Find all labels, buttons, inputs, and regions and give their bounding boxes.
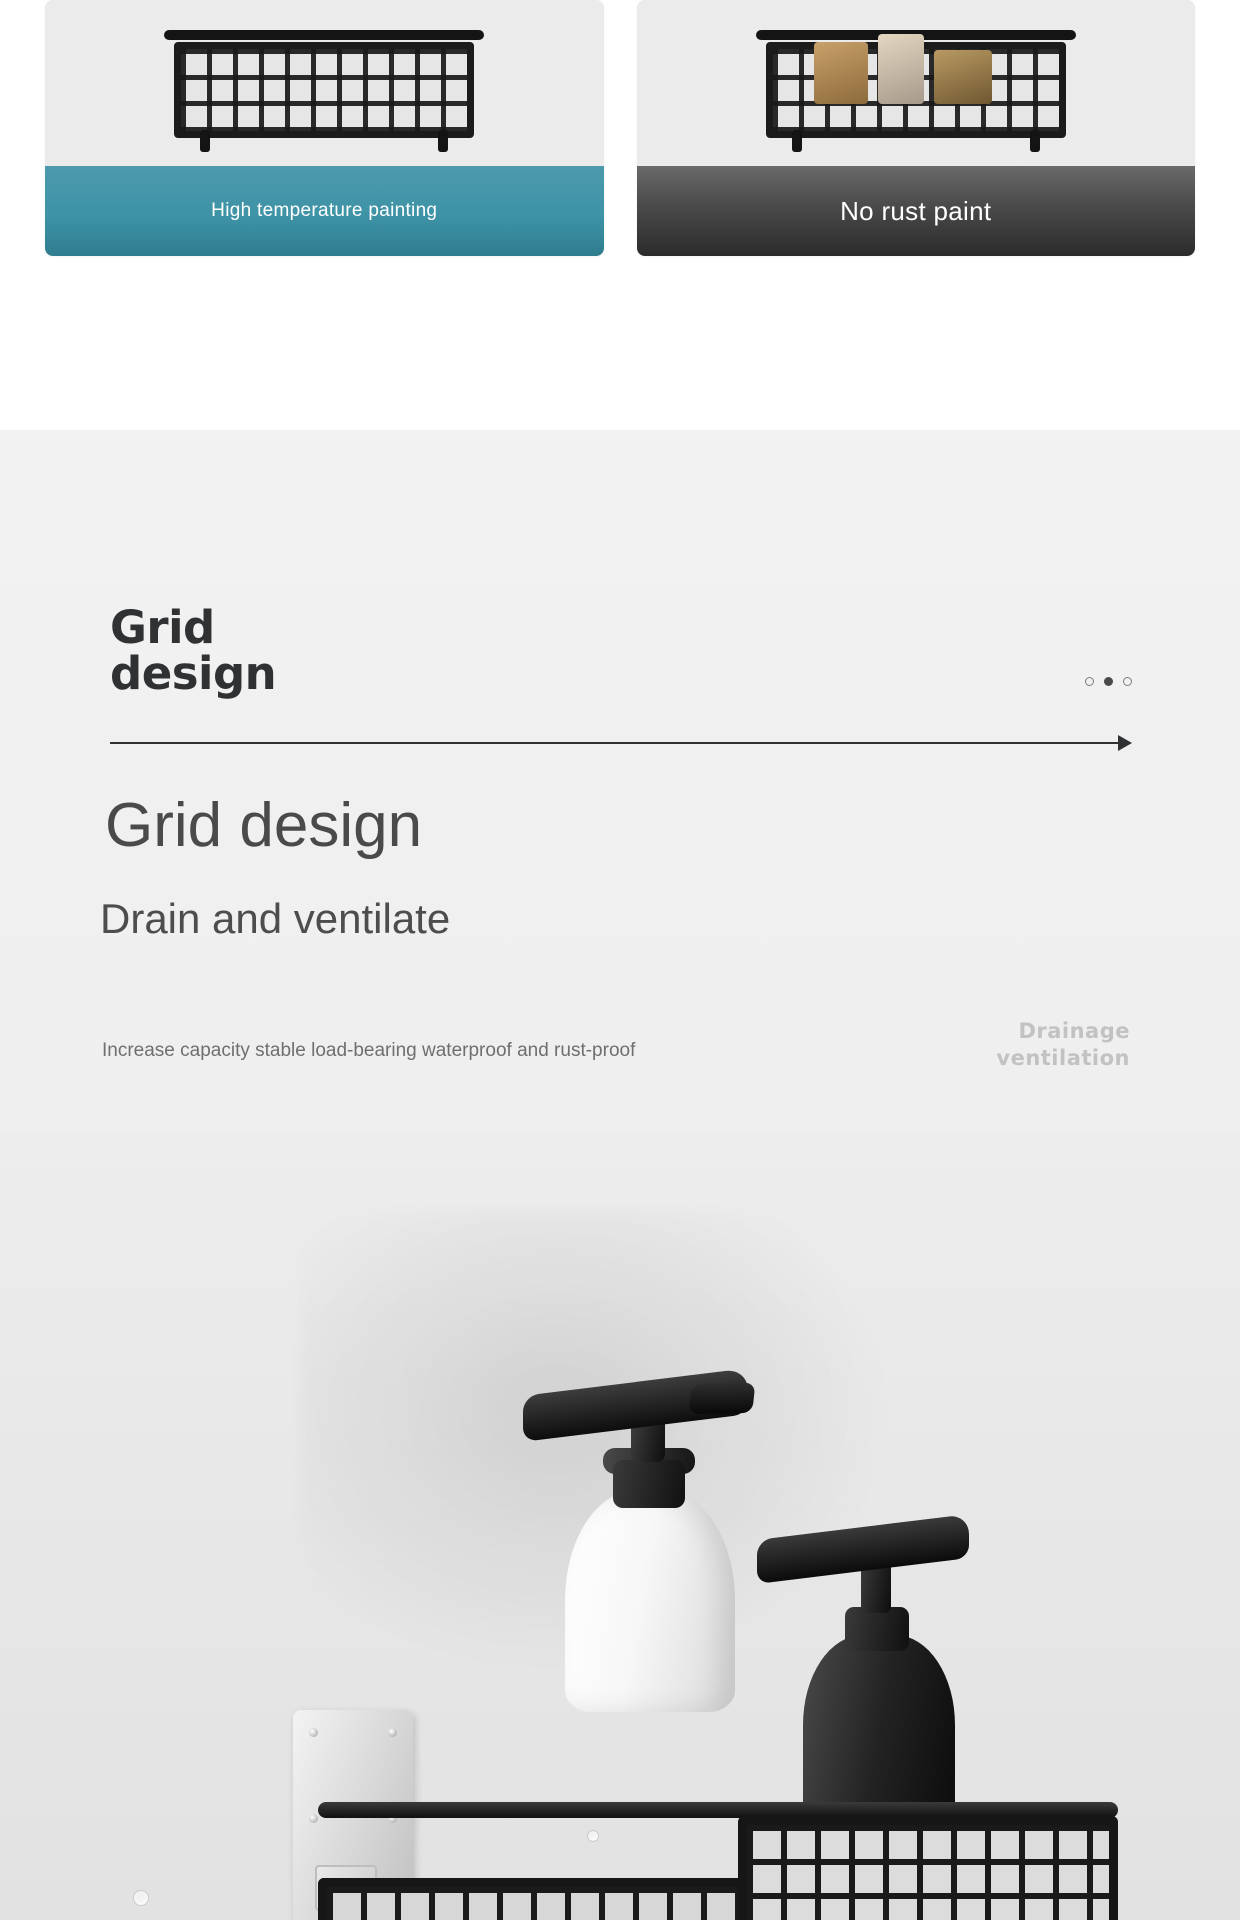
feature-cards [45, 0, 1195, 256]
bottle-body [803, 1635, 955, 1825]
water-droplet [133, 1890, 149, 1906]
divider-line [110, 742, 1128, 744]
dot-icon [1085, 677, 1094, 686]
wire-basket-illustration [174, 18, 474, 138]
decorative-dots [1085, 677, 1132, 686]
screw-icon [309, 1814, 318, 1823]
basket-frame [174, 42, 474, 138]
basket-leg-right [1030, 130, 1040, 152]
page-subtitle: Drain and ventilate [100, 895, 451, 942]
dot-filled-icon [1104, 677, 1113, 686]
feature-card-high-temperature-painting[interactable] [45, 0, 604, 256]
basket-mesh [738, 1816, 1118, 1920]
grid-design-section [0, 430, 1240, 1920]
page-title: Grid design [105, 791, 423, 860]
basket-item [878, 34, 924, 104]
basket-leg-left [792, 130, 802, 152]
feature-card-label: No rust paint [637, 166, 1196, 256]
feature-card-photo [637, 0, 1196, 166]
stylized-heading-line1: Grid [110, 601, 215, 654]
basket-rim [164, 30, 484, 40]
basket-leg-right [438, 130, 448, 152]
feature-card-no-rust-paint[interactable] [637, 0, 1196, 256]
feature-cards-section [0, 0, 1240, 430]
stylized-heading-line2: design [110, 647, 277, 700]
white-soap-dispenser [523, 1382, 773, 1712]
basket-item [814, 42, 868, 104]
screw-icon [388, 1728, 397, 1737]
basket-item [934, 50, 992, 104]
grid-basket [318, 1802, 1118, 1920]
black-soap-dispenser [757, 1525, 1002, 1825]
arrow-right-icon [1118, 735, 1132, 751]
bottle-body [565, 1490, 735, 1712]
watermark-line1: Drainage [1018, 1019, 1130, 1043]
basket-mesh-left [318, 1878, 748, 1920]
feature-card-label: High temperature painting [45, 166, 604, 256]
screw-icon [309, 1728, 318, 1737]
bottle-neck [613, 1460, 685, 1508]
dot-icon [1123, 677, 1132, 686]
page-description: Increase capacity stable load-bearing waterproof and rust-proof [102, 1040, 636, 1061]
wire-basket-illustration [766, 18, 1066, 138]
watermark-text [996, 1018, 1130, 1072]
bottle-neck [845, 1607, 909, 1651]
grid-design-header [110, 601, 1132, 700]
watermark-line2: ventilation [996, 1046, 1130, 1070]
arrow-divider [110, 730, 1132, 756]
product-photo [0, 1130, 1240, 1920]
basket-leg-left [200, 130, 210, 152]
feature-card-photo [45, 0, 604, 166]
